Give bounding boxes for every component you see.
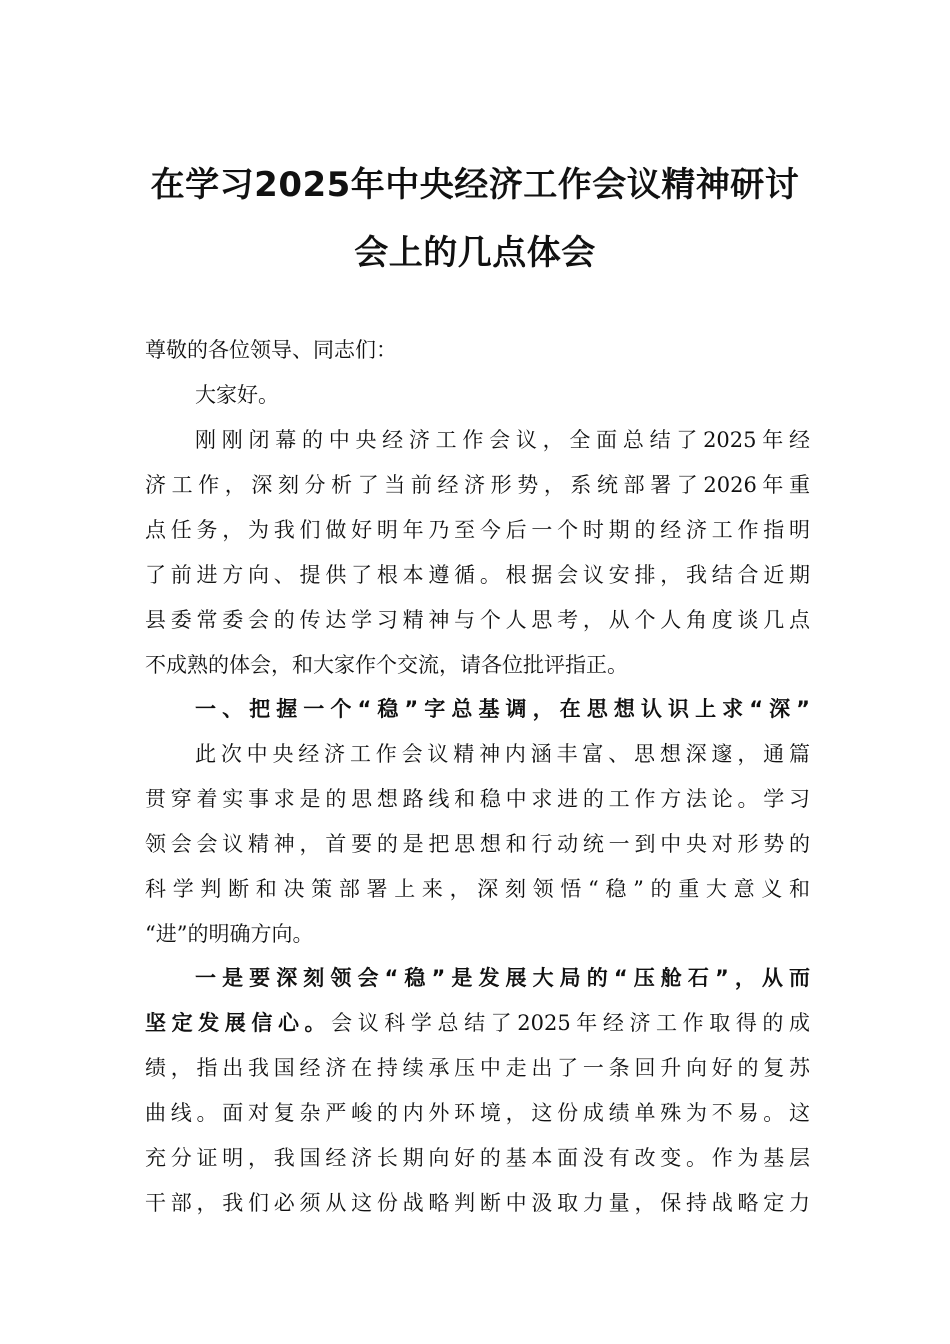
section1-line: 贯穿着实事求是的思想路线和稳中求进的工作方法论。学习 (145, 787, 810, 811)
section1-line: “进”的明确方向。 (145, 922, 314, 946)
point1-line: 干部，我们必须从这份战略判断中汲取力量，保持战略定力 (145, 1191, 810, 1215)
intro-line: 了前进方向、提供了根本遵循。根据会议安排，我结合近期 (145, 563, 810, 587)
document-title-line-1: 在学习2025年中央经济工作会议精神研讨 (150, 165, 800, 205)
point1-line: 绩，指出我国经济在持续承压中走出了一条回升向好的复苏 (145, 1056, 810, 1080)
section1-line: 领会会议精神，首要的是把思想和行动统一到中央对形势的 (145, 832, 810, 856)
point1-line: 曲线。面对复杂严峻的内外环境，这份成绩单殊为不易。这 (145, 1101, 810, 1125)
point1-rest: 会议科学总结了2025年经济工作取得的成 (331, 1011, 810, 1035)
point1-line: 充分证明，我国经济长期向好的基本面没有改变。作为基层 (145, 1146, 810, 1170)
section1-line: 科学判断和决策部署上来，深刻领悟“稳”的重大意义和 (145, 877, 810, 901)
intro-line: 县委常委会的传达学习精神与个人思考，从个人角度谈几点 (145, 608, 810, 632)
greeting: 大家好。 (195, 383, 279, 407)
section-heading-1: 一、把握一个“稳”字总基调，在思想认识上求“深” (195, 697, 810, 721)
point1-bold-line: 一是要深刻领会“稳”是发展大局的“压舱石”，从而 (195, 966, 810, 990)
intro-line: 刚刚闭幕的中央经济工作会议，全面总结了2025年经 (195, 428, 810, 452)
section1-line: 此次中央经济工作会议精神内涵丰富、思想深邃，通篇 (195, 742, 810, 766)
document-title-line-2: 会上的几点体会 (354, 233, 596, 273)
point1-bold-tail: 坚定发展信心。 (145, 1011, 332, 1035)
salutation: 尊敬的各位领导、同志们： (145, 338, 397, 362)
intro-line: 济工作，深刻分析了当前经济形势，系统部署了2026年重 (145, 473, 810, 497)
intro-line: 不成熟的体会，和大家作个交流，请各位批评指正。 (145, 653, 628, 677)
point1-mixed-line (145, 1008, 810, 1038)
intro-line: 点任务，为我们做好明年乃至今后一个时期的经济工作指明 (145, 518, 810, 542)
